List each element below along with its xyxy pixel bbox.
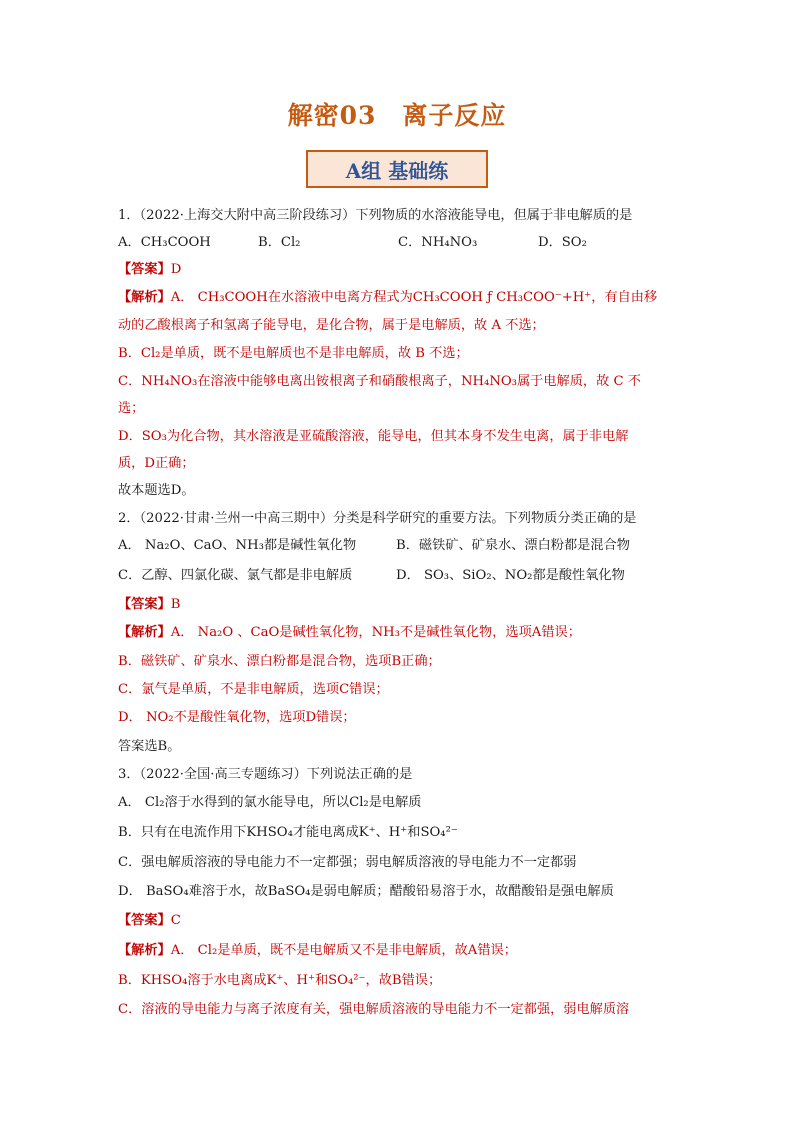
q1-conclusion: 故本题选D。 (118, 483, 195, 498)
analysis-tag: 【解析】 (118, 625, 171, 640)
q2-option-d: D． SO₃、SiO₂、NO₂都是酸性氧化物 (396, 568, 625, 583)
analysis-text: A． Cl₂是单质，既不是电解质又不是非电解质，故A错误； (170, 943, 517, 958)
analysis-tag: 【解析】 (118, 943, 171, 958)
q3-option-c: C．强电解质溶液的导电能力不一定都强；弱电解质溶液的导电能力不一定都弱 (118, 855, 577, 870)
q1-options (118, 234, 587, 252)
q2-analysis-line-2: B．磁铁矿、矿泉水、漂白粉都是混合物，选项B正确； (118, 654, 441, 669)
q1-analysis-line-7: 质，D正确； (118, 456, 195, 471)
page-title: 解密03 离子反应 (287, 101, 507, 130)
q1-analysis-line-2: 动的乙酸根离子和氢离子能导电，是化合物，属于是电解质，故 A 不选； (118, 318, 545, 333)
q1-option-c: C．NH₄NO₃ (398, 235, 478, 250)
q2-option-a: A． Na₂O、CaO、NH₃都是碱性氧化物 (118, 538, 357, 553)
q2-options-row-1 (118, 537, 630, 555)
analysis-text: A． Na₂O 、CaO是碱性氧化物，NH₃不是碱性氧化物，选项A错误； (170, 625, 581, 640)
q2-analysis-line-4: D． NO₂不是酸性氧化物，选项D错误； (118, 710, 356, 725)
q3-answer (118, 912, 181, 930)
q2-answer (118, 596, 180, 614)
analysis-text: A． CH₃COOH在水溶液中电离方程式为CH₃COOH ƒ CH₃COO⁻+H⁺，有自由移 (170, 290, 658, 305)
q1-analysis-line-1 (118, 289, 657, 307)
answer-tag: 【答案】 (118, 262, 171, 277)
q1-stem: 1．（2022·上海交大附中高三阶段练习）下列物质的水溶液能导电，但属于非电解质的是 (118, 208, 633, 223)
q1-analysis-line-5: 选； (118, 401, 145, 416)
q1-analysis-line-6: D．SO₃为化合物，其水溶液是亚硫酸溶液，能导电，但其本身不发生电离，属于非电解 (118, 429, 629, 444)
q3-option-a: A． Cl₂溶于水得到的氯水能导电，所以Cl₂是电解质 (118, 795, 422, 810)
q3-stem: 3．（2022·全国·高三专题练习）下列说法正确的是 (118, 767, 413, 782)
q1-analysis-line-3: B．Cl₂是单质，既不是电解质也不是非电解质，故 B 不选； (118, 346, 469, 361)
q3-analysis-line-1 (118, 942, 517, 960)
q1-option-a: A．CH₃COOH (118, 235, 211, 250)
q3-option-b: B．只有在电流作用下KHSO₄才能电离成K⁺、H⁺和SO₄²⁻ (118, 825, 458, 840)
q2-option-b: B．磁铁矿、矿泉水、漂白粉都是混合物 (396, 538, 630, 553)
group-label: A组 基础练 (345, 158, 449, 183)
q1-option-b: B．Cl₂ (258, 235, 301, 250)
answer-tag: 【答案】 (118, 913, 171, 928)
analysis-tag: 【解析】 (118, 290, 171, 305)
q2-options-row-2 (118, 567, 625, 585)
answer-value: B (170, 597, 181, 612)
answer-value: D (170, 262, 182, 277)
q1-option-d: D．SO₂ (538, 235, 587, 250)
group-label-box (306, 150, 488, 188)
q2-analysis-line-3: C．氯气是单质，不是非电解质，选项C错误； (118, 682, 389, 697)
q2-option-c: C．乙醇、四氯化碳、氯气都是非电解质 (118, 568, 353, 583)
q3-option-d: D． BaSO₄难溶于水，故BaSO₄是弱电解质；醋酸铅易溶于水，故醋酸铅是强电解质 (118, 884, 614, 899)
q3-analysis-line-3: C．溶液的导电能力与离子浓度有关，强电解质溶液的导电能力不一定都强，弱电解质溶 (118, 1002, 630, 1017)
q1-answer (118, 261, 181, 279)
answer-value: C (170, 913, 181, 928)
q2-stem: 2．（2022·甘肃·兰州一中高三期中）分类是科学研究的重要方法。下列物质分类正确的是 (118, 511, 637, 526)
q1-analysis-line-4: C．NH₄NO₃在溶液中能够电离出铵根离子和硝酸根离子，NH₄NO₃属于电解质，故 C 不 (118, 374, 641, 389)
q2-conclusion: 答案选B。 (118, 739, 181, 754)
answer-tag: 【答案】 (118, 597, 171, 612)
q3-analysis-line-2: B．KHSO₄溶于水电离成K⁺、H⁺和SO₄²⁻，故B错误； (118, 973, 442, 988)
q2-analysis-line-1 (118, 624, 581, 642)
